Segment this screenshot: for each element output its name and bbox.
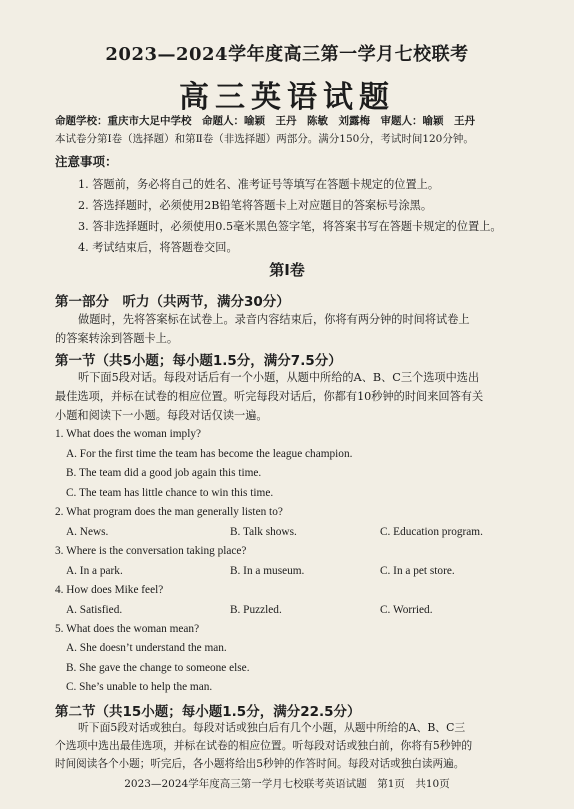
part1-desc: 的答案转涂到答题卡上。 [55,332,179,345]
notes-item: 2. 答选择题时，必须使用2B铅笔将答题卡上对应题目的答案标号涂黑。 [78,199,433,212]
option-a: A. Satisfied. [66,604,123,616]
option-a: A. In a park. [66,565,123,577]
notes-title: 注意事项： [55,154,118,169]
question-stem: 3. Where is the conversation taking place? [55,545,247,557]
section2-desc: 时间阅读各个小题；听完后，各小题将给出5秒钟的作答时间。每段对话或独白读两遍。 [55,758,465,770]
option-b: B. Talk shows. [230,526,297,538]
exam-main-title: 高三英语试题 [179,80,395,115]
notes-item: 1. 答题前，务必将自己的姓名、准考证号等填写在答题卡规定的位置上。 [78,178,440,191]
exam-header-title: 2023—2024学年度高三第一学月七校联考 [105,44,469,65]
section2-title: 第二节（共15小题；每小题1.5分，满分22.5分） [55,704,361,720]
option-c: C. In a pet store. [380,565,455,577]
section1-desc: 小题和阅读下一小题。每段对话仅读一遍。 [55,409,268,422]
option-a: A. For the first time the team has become the league champion. [66,448,353,460]
option-c: C. Worried. [380,604,433,616]
option-b: B. The team did a good job again this time. [66,467,262,479]
notes-item: 4. 考试结束后，将答题卷交回。 [78,241,238,254]
question-stem: 4. How does Mike feel? [55,584,164,596]
option-c: C. Education program. [380,526,483,538]
option-a: A. She doesn’t understand the man. [66,642,227,654]
section2-desc: 个选项中选出最佳选项，并标在试卷的相应位置。听每段对话或独白前，你将有5秒钟的 [55,739,473,752]
section1-desc: 听下面5段对话。每段对话后有一个小题，从题中所给的A、B、C三个选项中选出 [78,371,480,384]
volume-title: 第Ⅰ卷 [269,261,305,279]
intro-line: 本试卷分第Ⅰ卷（选择题）和第Ⅱ卷（非选择题）两部分。满分150分，考试时间120分钟。 [55,133,474,145]
section2-desc: 听下面5段对话或独白。每段对话或独白后有几个小题，从题中所给的A、B、C三 [78,721,466,734]
part1-desc: 做题时，先将答案标在试卷上。录音内容结束后，你将有两分钟的时间将试卷上 [78,313,470,326]
question-stem: 2. What program does the man generally listen to? [55,506,283,518]
question-stem: 1. What does the woman imply? [55,428,201,440]
option-b: B. In a museum. [230,565,305,577]
page-footer: 2023—2024学年度高三第一学月七校联考英语试题 第1页 共10页 [124,778,450,790]
question-stem: 5. What does the woman mean? [55,623,200,635]
option-a: A. News. [66,526,109,538]
part1-title: 第一部分 听力（共两节，满分30分） [55,294,290,310]
option-c: C. She’s unable to help the man. [66,681,213,693]
credits-line: 命题学校：重庆市大足中学校 命题人：喻颖 王丹 陈敏 刘露梅 审题人：喻颖 王丹 [55,115,475,127]
section1-title: 第一节（共5小题；每小题1.5分，满分7.5分） [55,353,342,369]
section1-desc: 最佳选项，并标在试卷的相应位置。听完每段对话后，你都有10秒钟的时间来回答有关 [55,390,484,403]
option-c: C. The team has little chance to win this time. [66,487,274,499]
option-b: B. Puzzled. [230,604,282,616]
option-b: B. She gave the change to someone else. [66,662,250,674]
notes-item: 3. 答非选择题时，必须使用0.5毫米黑色签字笔，将答案书写在答题卡规定的位置上。 [78,220,502,233]
